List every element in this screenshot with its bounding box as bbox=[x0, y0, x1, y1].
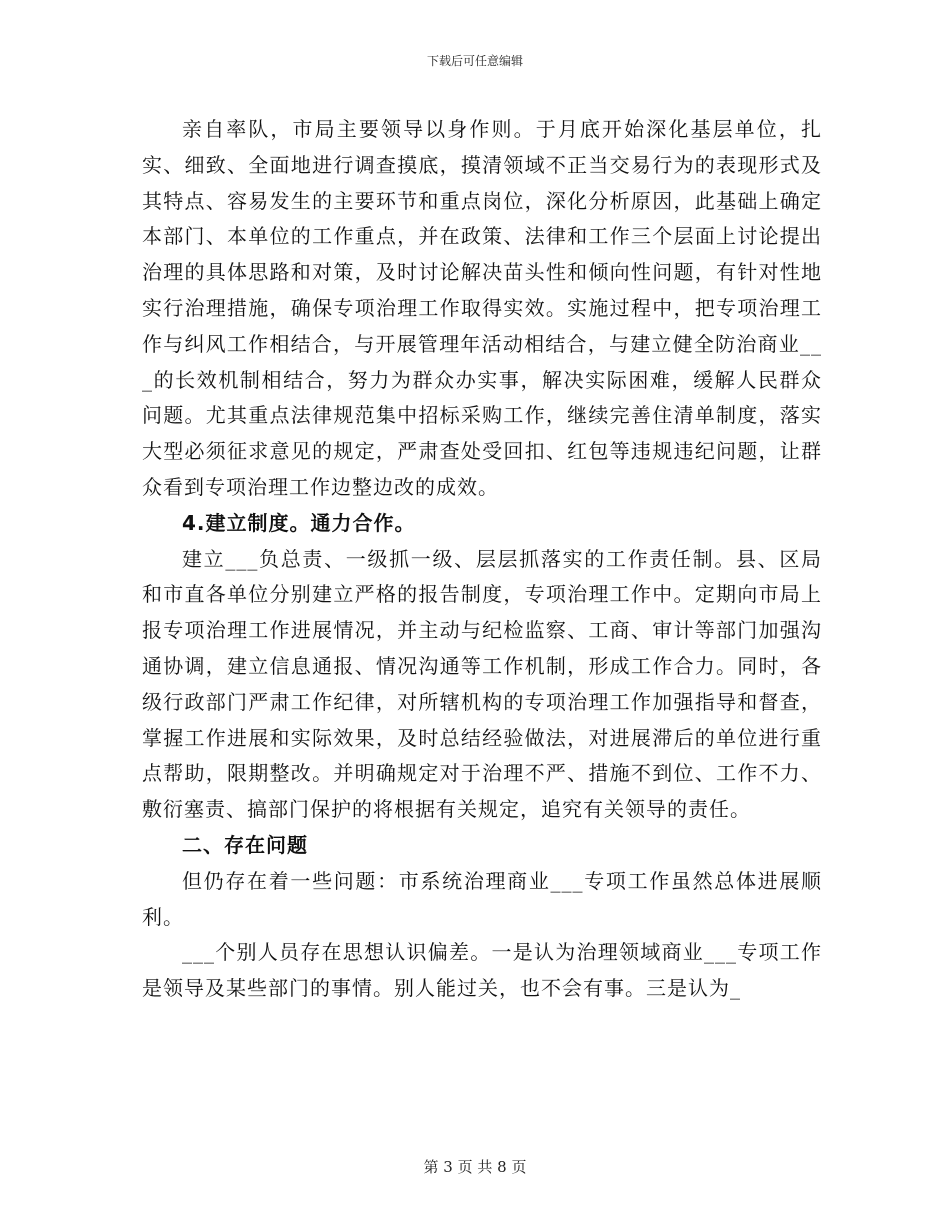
paragraph-1: 亲自率队，市局主要领导以身作则。于月底开始深化基层单位，扎实、细致、全面地进行调查摸底，摸清领域不正当交易行为的表现形式及其特点、容易发生的主要环节和重点岗位，深化分析原因，此基础上确定本部门、本单位的工作重点，并在政策、法律和工作三个层面上讨论提出治理的具体思路和对策，及时讨论解决苗头性和倾向性问题，有针对性地实行治理措施，确保专项治理工作取得实效。实施过程中，把专项治理工作与纠风工作相结合，与开展管理年活动相结合，与建立健全防治商业___的长效机制相结合，努力为群众办实事，解决实际困难，缓解人民群众问题。尤其重点法律规范集中招标采购工作，继续完善住清单制度，落实大型必须征求意见的规定，严肃查处受回扣、红包等违规违纪问题，让群众看到专项治理工作边整边改的成效。 bbox=[142, 117, 822, 499]
page-header: 下载后可任意编辑 bbox=[426, 54, 523, 68]
section-heading-problems: 二、存在问题 bbox=[182, 832, 308, 857]
document-body bbox=[142, 112, 822, 1007]
section-heading-4: 4.建立制度。通力合作。 bbox=[182, 510, 416, 535]
paragraph-3: 但仍存在着一些问题：市系统治理商业___专项工作虽然总体进展顺利。 bbox=[142, 868, 822, 929]
paragraph-2: 建立___负总责、一级抓一级、层层抓落实的工作责任制。县、区局和市直各单位分别建立严格的报告制度，专项治理工作中。定期向市局上报专项治理工作进展情况，并主动与纪检监察、工商、审计等部门加强沟通协调，建立信息通报、情况沟通等工作机制，形成工作合力。同时，各级行政部门严肃工作纪律，对所辖机构的专项治理工作加强指导和督查，掌握工作进展和实际效果，及时总结经验做法，对进展滞后的单位进行重点帮助，限期整改。并明确规定对于治理不严、措施不到位、工作不力、敷衍塞责、搞部门保护的将根据有关规定，追究有关领导的责任。 bbox=[142, 546, 822, 822]
paragraph-4: ___个别人员存在思想认识偏差。一是认为治理领域商业___专项工作是领导及某些部门的事情。别人能过关，也不会有事。三是认为_ bbox=[142, 940, 822, 1001]
page-number: 第 3 页 共 8 页 bbox=[423, 1158, 527, 1176]
